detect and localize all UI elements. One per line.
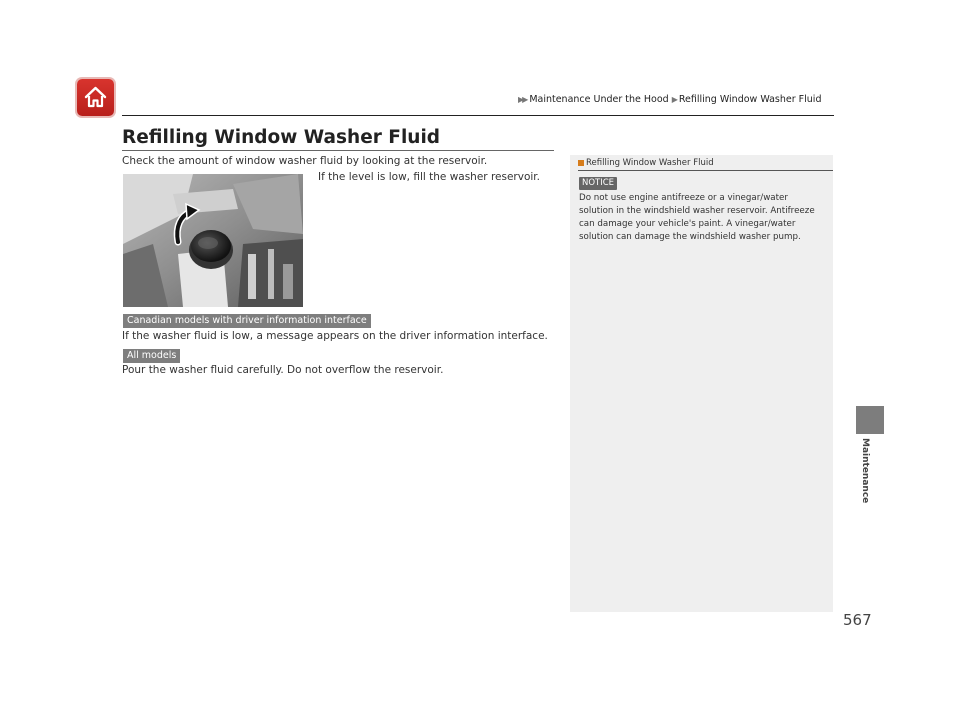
home-button[interactable] (77, 79, 114, 116)
home-icon (83, 85, 108, 110)
page-number: 567 (843, 611, 872, 629)
sidebar-title (578, 158, 714, 168)
breadcrumb (518, 94, 821, 105)
sidebar-title-label: Refilling Window Washer Fluid (586, 158, 714, 168)
washer-reservoir-photo (123, 174, 303, 307)
canadian-models-text: If the washer fluid is low, a message appears on the driver information interface. (122, 330, 548, 342)
title-divider (122, 150, 554, 151)
canadian-models-tag: Canadian models with driver information interface (123, 314, 371, 328)
breadcrumb-arrow-icon: ▶▶ (518, 95, 527, 104)
page-title: Refilling Window Washer Fluid (122, 127, 441, 148)
low-level-text: If the level is low, fill the washer reservoir. (318, 171, 540, 183)
header-divider (122, 115, 834, 116)
all-models-tag: All models (123, 349, 180, 363)
breadcrumb-arrow-icon: ▶ (671, 95, 676, 104)
sidebar-notes (570, 155, 833, 612)
sidebar-divider (578, 170, 833, 171)
notice-badge: NOTICE (579, 177, 617, 190)
notice-text: Do not use engine antifreeze or a vinegar/water solution in the windshield washer reservoir. Antifreeze can damage your vehicle's paint. A vinegar/water solution can damage the windshield washer pump. (579, 193, 815, 242)
breadcrumb-item-maintenance-under-hood[interactable]: Maintenance Under the Hood (529, 94, 669, 105)
section-tab-label: Maintenance (860, 438, 870, 504)
breadcrumb-item-refilling-washer-fluid[interactable]: Refilling Window Washer Fluid (678, 94, 822, 105)
note-marker-icon (578, 160, 584, 166)
all-models-text: Pour the washer fluid carefully. Do not overflow the reservoir. (122, 364, 444, 376)
intro-text: Check the amount of window washer fluid by looking at the reservoir. (122, 155, 488, 167)
section-tab-marker (856, 406, 884, 434)
